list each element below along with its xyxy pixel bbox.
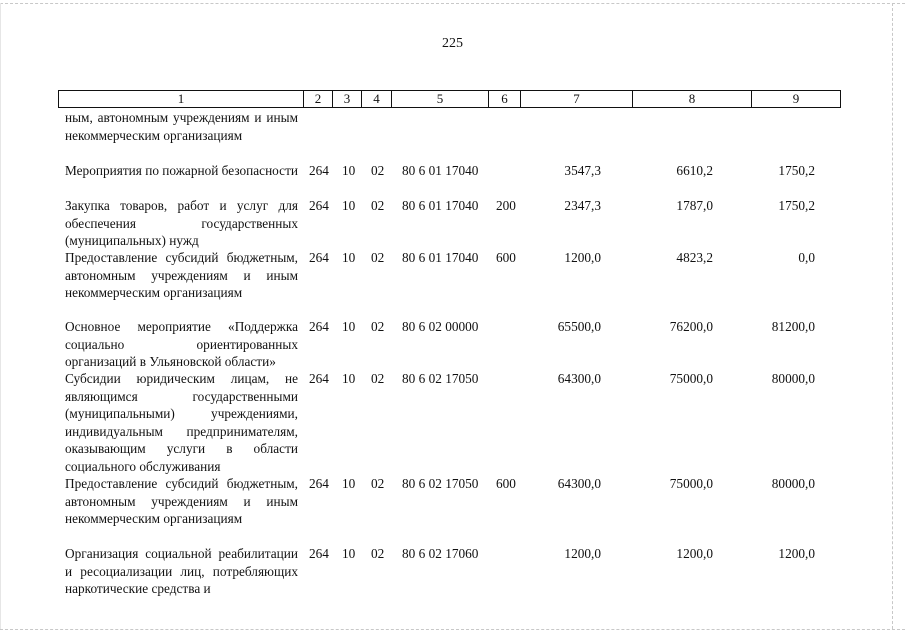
row-col-8: 75000,0 [669, 476, 713, 491]
row-col-5: 80 6 01 17040 [402, 250, 479, 265]
row-col-5: 80 6 02 17050 [402, 371, 479, 386]
row-col-8: 6610,2 [676, 163, 713, 178]
column-header-5: 5 [392, 91, 489, 108]
row-col-4: 02 [371, 163, 385, 178]
page-edge-right [892, 3, 893, 629]
row-col-8: 4823,2 [676, 250, 713, 265]
row-col-8: 75000,0 [669, 371, 713, 386]
row-col-5: 80 6 02 17060 [402, 546, 479, 561]
row-col-3: 10 [342, 163, 356, 178]
column-header-9: 9 [752, 91, 841, 108]
row-col-9: 81200,0 [771, 319, 815, 334]
row-col-3: 10 [342, 250, 356, 265]
row-name: Предоставление субсидий бюджетным, автономным учреждениям и иным некоммерческим организациям [65, 250, 298, 300]
row-col-4: 02 [371, 476, 385, 491]
column-header-8: 8 [633, 91, 752, 108]
row-col-9: 80000,0 [771, 476, 815, 491]
row-col-4: 02 [371, 198, 385, 213]
row-col-9: 0,0 [798, 250, 815, 265]
row-col-2: 264 [309, 476, 329, 491]
row-name: Организация социальной реабилитации и ресоциализации лиц, потребляющих наркотические средства и [65, 546, 298, 596]
row-name: Закупка товаров, работ и услуг для обеспечения государственных (муниципальных) нужд [65, 198, 298, 248]
row-col-3: 10 [342, 319, 356, 334]
row-col-9: 1750,2 [778, 163, 815, 178]
row-col-2: 264 [309, 250, 329, 265]
row-col-5: 80 6 01 17040 [402, 198, 479, 213]
row-name: ным, автономным учреждениям и иным некоммерческим организациям [65, 110, 298, 143]
column-header-table [58, 90, 841, 108]
row-col-2: 264 [309, 371, 329, 386]
row-col-3: 10 [342, 546, 356, 561]
row-col-9: 1200,0 [778, 546, 815, 561]
row-col-2: 264 [309, 198, 329, 213]
row-col-7: 3547,3 [564, 163, 601, 178]
row-col-9: 80000,0 [771, 371, 815, 386]
row-col-4: 02 [371, 250, 385, 265]
row-col-7: 64300,0 [557, 476, 601, 491]
row-col-3: 10 [342, 198, 356, 213]
row-name: Предоставление субсидий бюджетным, автономным учреждениям и иным некоммерческим организациям [65, 476, 298, 526]
row-col-3: 10 [342, 371, 356, 386]
row-col-7: 1200,0 [564, 250, 601, 265]
column-header-1: 1 [59, 91, 304, 108]
row-col-8: 1200,0 [676, 546, 713, 561]
page-edge-top [0, 3, 905, 4]
row-col-4: 02 [371, 319, 385, 334]
row-col-7: 65500,0 [557, 319, 601, 334]
row-name: Основное мероприятие «Поддержка социально ориентированных организаций в Ульяновской области» [65, 319, 298, 369]
page-edge-left [0, 3, 1, 629]
row-col-8: 76200,0 [669, 319, 713, 334]
row-col-2: 264 [309, 163, 329, 178]
row-col-7: 64300,0 [557, 371, 601, 386]
row-col-2: 264 [309, 546, 329, 561]
column-header-6: 6 [489, 91, 521, 108]
row-col-7: 2347,3 [564, 198, 601, 213]
row-col-4: 02 [371, 371, 385, 386]
column-header-2: 2 [304, 91, 333, 108]
row-col-6: 600 [496, 476, 516, 491]
column-header-row [59, 91, 841, 108]
row-col-6: 600 [496, 250, 516, 265]
row-col-8: 1787,0 [676, 198, 713, 213]
row-name: Субсидии юридическим лицам, не являющимся государственными (муниципальными) учреждениями, индивидуальным предпринимателям, оказывающим услуги в области социального обслуживания [65, 371, 298, 474]
page-number: 225 [442, 36, 463, 51]
row-col-9: 1750,2 [778, 198, 815, 213]
column-header-4: 4 [362, 91, 392, 108]
row-col-4: 02 [371, 546, 385, 561]
row-col-7: 1200,0 [564, 546, 601, 561]
row-col-5: 80 6 01 17040 [402, 163, 479, 178]
row-col-5: 80 6 02 17050 [402, 476, 479, 491]
column-header-3: 3 [333, 91, 362, 108]
row-col-5: 80 6 02 00000 [402, 319, 479, 334]
row-col-6: 200 [496, 198, 516, 213]
row-col-2: 264 [309, 319, 329, 334]
page-edge-bottom [0, 629, 905, 630]
row-name: Мероприятия по пожарной безопасности [65, 163, 298, 178]
row-col-3: 10 [342, 476, 356, 491]
column-header-7: 7 [521, 91, 633, 108]
